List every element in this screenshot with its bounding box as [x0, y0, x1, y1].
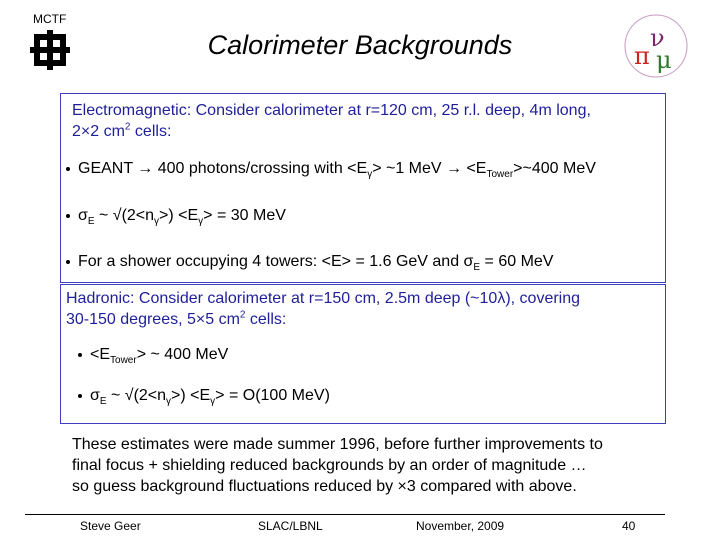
em-bullet-shower: For a shower occupying 4 towers: <E> = 1.6 GeV and $\sigma_E = 60$ MeV	[66, 252, 553, 272]
had-intro-line1: Hadronic: Consider calorimeter at r=150 cm, 2.5m deep (~10λ), covering	[66, 290, 581, 307]
bullet-dot	[66, 214, 70, 218]
bullet-dot	[66, 167, 70, 171]
had-bullet-sigma: $\sigma_E$ ~ $√(2<n_\gamma>) <E_\gamma> = O(100$ MeV)	[78, 386, 330, 406]
slide-title: Calorimeter Backgrounds	[207, 30, 513, 60]
closing-line3: so guess background fluctuations reduced by ×3 compared with above.	[72, 478, 577, 495]
closing-line1: These estimates were made summer 1996, before further improvements to	[72, 436, 603, 453]
nfmcc-logo	[622, 12, 690, 80]
bullet-dot	[78, 394, 82, 398]
footer-institution: SLAC/LBNL	[258, 519, 323, 533]
logo-nu: ν	[650, 24, 665, 52]
footer-divider	[25, 514, 665, 515]
em-intro-line2: 2×2 $cm^2$ cells:	[72, 121, 172, 140]
org-label: MCTF	[33, 12, 67, 26]
footer-date: November, 2009	[416, 519, 505, 533]
em-bullet-geant: GEANT → 400 photons/crossing with $<E_\gamma>$ ~1 MeV → $<E_{Tower}>\sim 400$ MeV	[66, 159, 596, 179]
em-bullet-sigma: $\sigma_E$ ~ $√(2<n_\gamma>) <E_\gamma> = 30$ MeV	[66, 206, 286, 226]
had-intro-line2: 30-150 degrees, 5×5 $cm^2$ cells:	[66, 309, 287, 328]
had-bullet-etower: $<E_{Tower}>$ ~ 400 MeV	[78, 345, 228, 365]
closing-paragraph	[72, 434, 603, 497]
logo-pi: π	[634, 42, 650, 70]
bullet-dot	[66, 260, 70, 264]
logo-mu: μ	[656, 46, 672, 74]
closing-line2: final focus + shielding reduced backgrounds by an order of magnitude …	[72, 457, 587, 474]
page-number: 40	[622, 519, 636, 533]
bullet-dot	[78, 353, 82, 357]
footer-author: Steve Geer	[80, 519, 141, 533]
em-intro-line1: Electromagnetic: Consider calorimeter at r=120 cm, 25 r.l. deep, 4m long,	[72, 102, 591, 119]
